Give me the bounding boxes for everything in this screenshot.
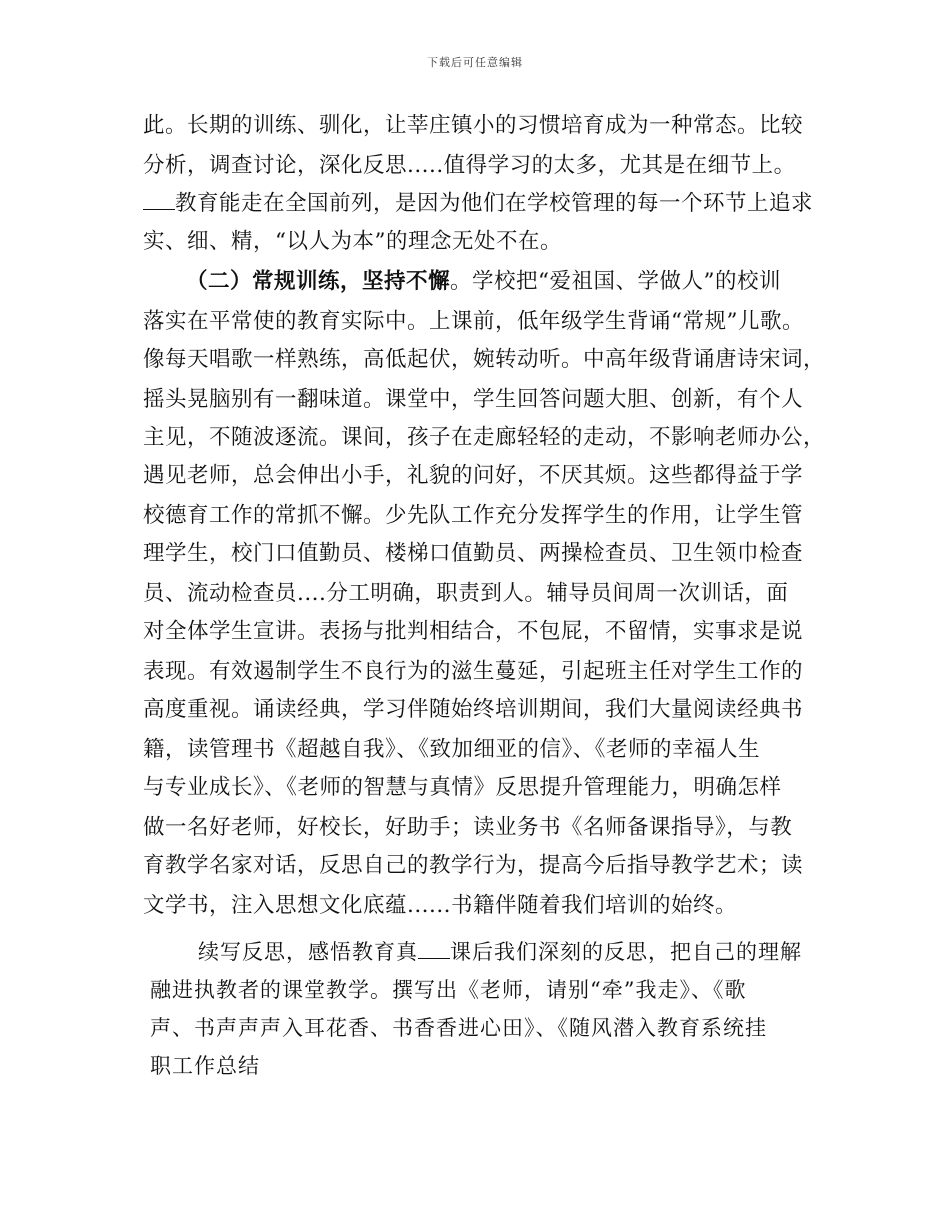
- text-line: 声、书声声声入耳花香、书香香进心田》、《随风潜入教育系统挂: [150, 1016, 767, 1040]
- section-heading: （二）常规训练，坚持不懈: [186, 269, 451, 294]
- text-line: 落实在平常使的教育实际中。上课前，低年级学生背诵“常规”儿歌。: [143, 309, 804, 334]
- text-line: 职工作总结: [150, 1054, 260, 1078]
- text-line: 表现。有效遏制学生不良行为的滋生蔓延，引起班主任对学生工作的: [143, 659, 804, 684]
- text-line: 与专业成长》、《老师的智慧与真情》反思提升管理能力，明确怎样: [143, 775, 782, 800]
- text-line-content: 教育能走在全国前列，是因为他们在学校管理的每一个环节上追求: [175, 191, 814, 216]
- page-header: 下载后可任意编辑: [427, 56, 523, 69]
- text-line: 做一名好老师，好校长，好助手；读业务书《名师备课指导》，与教: [143, 815, 793, 840]
- text-line: 校德育工作的常抓不懈。少先队工作充分发挥学生的作用，让学生管: [143, 503, 804, 528]
- text-line: 对全体学生宣讲。表扬与批判相结合，不包屁，不留情，实事求是说: [143, 619, 804, 644]
- text-line: 籍，读管理书《超越自我》、《致加细亚的信》、《老师的幸福人生: [143, 737, 761, 762]
- text-line-content: 。学校把“爱祖国、学做人”的校训: [450, 269, 781, 294]
- text-line: 像每天唱歌一样熟练，高低起伏，婉转动听。中高年级背诵唐诗宋词，: [143, 347, 826, 372]
- fill-blank: [418, 940, 450, 959]
- text-line: 主见，不随波逐流。课间，孩子在走廊轻轻的走动，不影响老师办公，: [143, 425, 826, 450]
- text-line: 高度重视。诵读经典，学习伴随始终培训期间，我们大量阅读经典书: [143, 697, 804, 722]
- text-line: [198, 938, 888, 966]
- fill-blank: [143, 191, 175, 210]
- text-line: 摇头晃脑别有一翻味道。课堂中，学生回答问题大胆、创新，有个人: [143, 387, 804, 412]
- text-line: [186, 268, 876, 296]
- text-line: 实、细、精，“以人为本”的理念无处不在。: [143, 229, 562, 254]
- text-line: 员、流动检查员....分工明确，职责到人。辅导员间周一次训话，面: [143, 581, 789, 606]
- text-line-content: 课后我们深刻的反思，把自己的理解: [450, 940, 802, 964]
- text-line: 此。长期的训练、驯化，让莘庄镇小的习惯培育成为一种常态。比较: [143, 113, 804, 138]
- text-line: [143, 190, 833, 218]
- text-line: 文学书，注入思想文化底蕴......书籍伴随着我们培训的始终。: [143, 893, 738, 918]
- text-line: 育教学名家对话，反思自己的教学行为，提高今后指导教学艺术；读: [143, 853, 804, 878]
- text-line: 融进执教者的课堂教学。撰写出《老师，请别“牵”我走》、《歌: [150, 978, 747, 1002]
- text-line: 分析，调查讨论，深化反思.....值得学习的太多，尤其是在细节上。: [143, 153, 796, 178]
- text-line: 理学生，校门口值勤员、楼梯口值勤员、两操检查员、卫生领巾检查: [143, 541, 804, 566]
- text-line-content: 续写反思，感悟教育真: [198, 940, 418, 964]
- text-line: 遇见老师，总会伸出小手，礼貌的问好，不厌其烦。这些都得益于学: [143, 463, 804, 488]
